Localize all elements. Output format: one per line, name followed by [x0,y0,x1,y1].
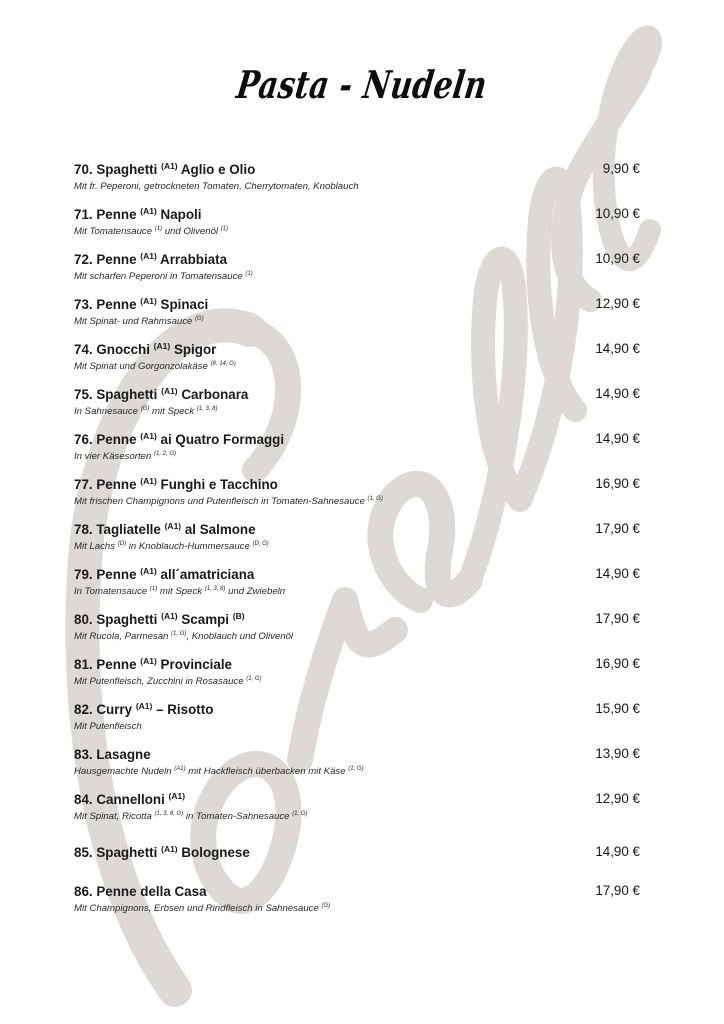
allergen-code: (B) [232,611,245,621]
item-title-suffix: Arrabbiata [160,252,228,267]
menu-item-price: 16,90 € [595,656,640,671]
menu-item-description [74,721,644,732]
menu-item [74,701,644,732]
description-text: Mit Champignons, Erbsen und Rindfleisch in Sahnesauce [74,903,322,914]
item-title: Penne della Casa [96,884,207,899]
allergen-code: (A1) [161,611,178,621]
item-title-suffix: Funghi e Tacchino [160,477,278,492]
menu-item-description [74,541,644,552]
description-text: in Tomaten-Sahnesauce [183,811,293,822]
item-title-suffix: Bolognese [181,845,250,860]
menu-item-line [74,206,644,226]
allergen-code: (A1) [140,566,157,576]
description-text: Mit Rucola, Parmesan [74,631,172,642]
menu-item [74,206,644,237]
allergen-code: (D) [117,541,127,547]
menu-item-price: 16,90 € [595,476,640,491]
menu-item-name [74,387,248,402]
allergen-code: (1, G) [292,811,308,817]
item-title: Penne [96,252,137,267]
item-number: 81. [74,657,93,672]
menu-item-description [74,676,644,687]
menu-item-name [74,702,213,717]
allergen-code: (1, G) [348,766,364,772]
description-text: Mit Putenfleisch [74,721,142,732]
menu-item-line [74,656,644,676]
menu-item-price: 15,90 € [595,701,640,716]
menu-item-line [74,611,644,631]
item-title: Spaghetti [96,162,158,177]
item-title-suffix: – Risotto [156,702,214,717]
menu-item-name [74,477,278,492]
menu-item-price: 14,90 € [595,386,640,401]
menu-item-name [74,567,254,582]
menu-item-line [74,161,644,181]
menu-item-name [74,792,185,807]
item-title-suffix: all´amatriciana [160,567,255,582]
item-title: Lasagne [96,747,151,762]
description-text: mit Speck [157,586,205,597]
description-text: Mit Lachs [74,541,118,552]
item-number: 86. [74,884,93,899]
item-number: 85. [74,845,93,860]
item-number: 70. [74,162,93,177]
description-text: In Tomatensauce [74,586,150,597]
description-text: Hausgemachte Nudeln [74,766,175,777]
menu-item-price: 14,90 € [595,844,640,859]
menu-item [74,611,644,642]
item-title-suffix: Spigor [173,342,217,357]
item-number: 76. [74,432,93,447]
menu-item-line [74,521,644,541]
item-title: Penne [96,207,137,222]
item-number: 83. [74,747,93,762]
item-title: Tagliatelle [96,522,161,537]
menu-item-description [74,361,644,372]
item-title: Spaghetti [96,387,158,402]
item-number: 79. [74,567,93,582]
menu-item [74,521,644,552]
menu-item-name [74,747,151,762]
allergen-code: (1, G) [246,676,262,682]
menu-item-name [74,297,208,312]
menu-item-price: 12,90 € [595,791,640,806]
menu-item-line [74,701,644,721]
item-number: 75. [74,387,93,402]
item-title: Curry [96,702,133,717]
allergen-code: (A1) [164,521,182,531]
allergen-code: (1, G) [171,631,187,637]
item-title: Spaghetti [96,612,158,627]
allergen-code: (G) [195,316,204,322]
menu-item-line [74,431,644,451]
menu-item-line [74,746,644,766]
description-text: In Sahnesauce [74,406,141,417]
item-title-suffix: Provinciale [160,657,232,672]
menu-item-description [74,766,644,777]
allergen-code: (A1) [140,656,157,666]
item-title-suffix: Carbonara [181,387,249,402]
menu-item-description [74,496,644,507]
menu-item-description [74,181,644,192]
description-text: Mit fr. Peperoni, getrockneten Tomaten, Cherrytomaten, Knoblauch [74,181,359,192]
menu-item-name [74,884,207,899]
menu-item-name [74,522,256,537]
menu-item-price: 17,90 € [595,611,640,626]
description-text: Mit Spinat und Gorgonzolakäse [74,361,211,372]
menu-item-name [74,612,245,627]
item-title: Penne [96,567,137,582]
description-text: und Zwiebeln [225,586,286,597]
menu-item-description [74,631,644,642]
menu-item [74,296,644,327]
menu-item-price: 17,90 € [595,521,640,536]
menu-item-name [74,252,227,267]
menu-item [74,161,644,192]
menu-item-name [74,657,232,672]
item-title: Gnocchi [96,342,150,357]
allergen-code: (1) [245,271,253,277]
menu-item-name [74,432,284,447]
item-title: Penne [96,657,137,672]
menu-item-price: 14,90 € [595,431,640,446]
menu-item-line [74,883,644,903]
item-number: 73. [74,297,93,312]
menu-item [74,341,644,372]
menu-item-name [74,207,201,222]
menu-item-line [74,844,644,864]
menu-item-line [74,251,644,271]
menu-item-name [74,162,255,177]
allergen-code: (A1) [161,386,178,396]
menu-item [74,791,644,822]
menu-item-name [74,845,250,860]
allergen-code: (1, G) [367,496,383,502]
allergen-code: (1, 3, 8) [204,586,226,592]
menu-item [74,431,644,462]
description-text: Mit scharfen Peperoni in Tomatensauce [74,271,246,282]
menu-item-line [74,476,644,496]
allergen-code: (A1) [140,431,157,441]
description-text: mit Speck [149,406,197,417]
menu-item-price: 13,90 € [595,746,640,761]
menu-item-description [74,406,644,417]
menu-item [74,656,644,687]
menu-item-description [74,451,644,462]
item-title: Penne [96,432,137,447]
menu-item-price: 14,90 € [595,566,640,581]
description-text: Mit Tomatensauce [74,226,155,237]
allergen-code: (1) [154,226,163,232]
item-number: 82. [74,702,93,717]
item-number: 74. [74,342,93,357]
menu-item-line [74,791,644,811]
description-text: Mit Spinat, Ricotta [74,811,155,822]
menu-item [74,883,644,914]
allergen-code: (1, 3, 8, G) [154,811,184,817]
allergen-code: (A1) [140,206,157,216]
menu-item-description [74,316,644,327]
menu-item-description [74,903,644,914]
allergen-code: (1) [220,226,229,232]
item-number: 80. [74,612,93,627]
item-number: 84. [74,792,93,807]
item-title: Penne [96,297,137,312]
menu-item-description [74,226,644,237]
menu-item-price: 9,90 € [602,161,640,176]
allergen-code: (A1) [153,341,171,351]
description-text: mit Hackfleisch überbacken mit Käse [185,766,349,777]
menu-item-price: 10,90 € [595,251,640,266]
description-text: und Olivenöl [162,226,221,237]
menu-item-price: 12,90 € [595,296,640,311]
menu-item-description [74,586,644,597]
item-title-suffix: Napoli [160,207,202,222]
item-title-suffix: Aglio e Olio [180,162,256,177]
item-title: Cannelloni [96,792,165,807]
allergen-code: (A1) [168,791,186,801]
allergen-code: (1, 3, 8) [196,406,218,412]
allergen-code: (A1) [140,476,157,486]
item-number: 72. [74,252,93,267]
allergen-code: (A1) [140,296,157,306]
page-title: Pasta - Nudeln [233,62,491,107]
menu-item [74,746,644,777]
description-text: Mit frischen Champignons und Putenfleisch in Tomaten-Sahnesauce [74,496,368,507]
allergen-code: (A1) [161,844,178,854]
menu-item [74,251,644,282]
menu-item [74,386,644,417]
description-text: Mit Spinat- und Rahmsauce [74,316,196,327]
allergen-code: (8, 14, G) [210,361,236,367]
allergen-code: (A1) [140,251,157,261]
allergen-code: (A1) [161,161,178,171]
menu-item [74,566,644,597]
item-title: Spaghetti [96,845,158,860]
description-text: Mit Putenfleisch, Zucchini in Rosasauce [74,676,247,687]
allergen-code: (G) [140,406,150,412]
menu-item-price: 17,90 € [595,883,640,898]
description-text: , Knoblauch und Olivenöl [186,631,294,642]
menu-item-price: 14,90 € [595,341,640,356]
menu-item-price: 10,90 € [595,206,640,221]
menu-item-line [74,386,644,406]
menu-item [74,844,644,864]
menu-item-line [74,296,644,316]
item-number: 77. [74,477,93,492]
allergen-code: (A1) [174,766,186,772]
allergen-code: (D, G) [252,541,269,547]
item-title-suffix: ai Quatro Formaggi [160,432,285,447]
menu-item-line [74,566,644,586]
item-number: 71. [74,207,93,222]
allergen-code: (1, 2, G) [154,451,177,457]
menu-item-description [74,811,644,822]
menu-item [74,476,644,507]
menu-item-line [74,341,644,361]
item-title: Penne [96,477,137,492]
menu-item-description [74,271,644,282]
allergen-code: (G) [321,903,331,909]
description-text: In vier Käsesorten [74,451,154,462]
allergen-code: (1) [149,586,158,592]
item-title-suffix: al Salmone [184,522,256,537]
item-title-suffix: Spinaci [160,297,209,312]
description-text: in Knoblauch-Hummersauce [126,541,253,552]
allergen-code: (A1) [135,701,153,711]
item-title-suffix: Scampi [181,612,230,627]
item-number: 78. [74,522,93,537]
menu-item-name [74,342,216,357]
